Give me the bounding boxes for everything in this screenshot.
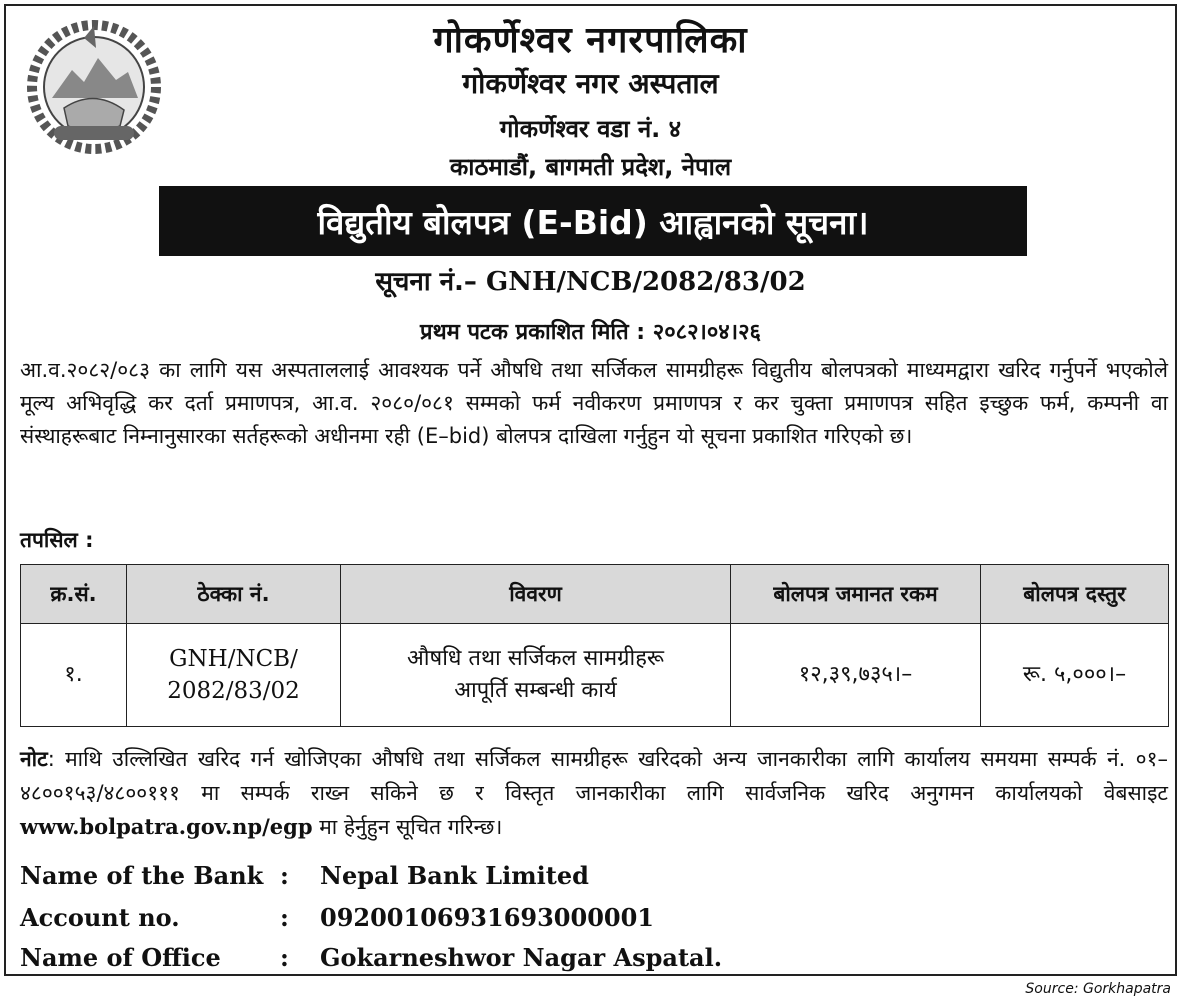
cell-description [341, 624, 731, 727]
bank-name-value: Nepal Bank Limited [320, 861, 589, 890]
colon: : [280, 861, 289, 890]
source-credit: Source: Gorkhapatra [1025, 981, 1171, 997]
account-number-value: 09200106931693000001 [320, 903, 654, 932]
notice-paragraph: आ.व.२०८२/०८३ का लागि यस अस्पताललाई आवश्यक पर्ने औषधि तथा सर्जिकल सामग्रीहरू विद्युतीय बोलपत्रको माध्यमद्वारा खरिद गर्नुपर्ने भएकोले मूल्य अभिवृद्धि कर दर्ता प्रमाणपत्र, आ.व. २०८०/०८१ सम्मको फर्म नवीकरण प्रमाणपत्र र कर चुक्ता प्रमाणपत्र सहित इच्छुक फर्म, कम्पनी वा संस्थाहरूबाट निम्नानुसारका सर्तहरूको अधीनमा रही (E–bid) बोलपत्र दाखिला गर्नुहुन यो सूचना प्रकाशित गरिएको छ। [20, 358, 1168, 448]
header-contract-no: ठेक्का नं. [127, 565, 341, 624]
cell-contract-no [127, 624, 341, 727]
location: काठमाडौं, बागमती प्रदेश, नेपाल [449, 153, 732, 181]
bank-name-label: Name of the Bank [20, 861, 264, 890]
cell-bid-fee: रू. ५,०००।– [981, 624, 1169, 727]
note-label: नोट [20, 747, 48, 771]
account-number-label: Account no. [20, 903, 180, 932]
account-number-row [20, 903, 1160, 932]
description-line1: औषधि तथा सर्जिकल सामग्रीहरू [406, 646, 665, 671]
notice-title: विद्युतीय बोलपत्र (E-Bid) आह्वानको सूचना। [159, 186, 1027, 256]
notice-frame [4, 4, 1177, 976]
header-bid-security: बोलपत्र जमानत रकम [731, 565, 981, 624]
table-row [21, 624, 1169, 727]
header-description: विवरण [341, 565, 731, 624]
municipality-name: गोकर्णेश्वर नगरपालिका [433, 20, 748, 61]
contract-no-line2: 2082/83/02 [167, 678, 300, 704]
procurement-website-link[interactable]: www.bolpatra.gov.np/egp [20, 814, 313, 839]
note-text-end: मा हेर्नुहुन सूचित गरिन्छ। [319, 815, 503, 839]
notice-number-label: सूचना नं.– [375, 267, 477, 297]
ward-number: गोकर्णेश्वर वडा नं. ४ [499, 115, 682, 143]
note-paragraph [20, 742, 1168, 844]
notice-number: GNH/NCB/2082/83/02 [485, 267, 806, 297]
bid-table [20, 564, 1169, 727]
colon: : [280, 903, 289, 932]
notice-number-line [6, 262, 1175, 298]
office-name-value: Gokarneshwor Nagar Aspatal. [320, 943, 723, 972]
contract-no-line1: GNH/NCB/ [169, 646, 298, 672]
publication-date: प्रथम पटक प्रकाशित मिति : २०८२।०४।२६ [420, 320, 761, 345]
header-bid-fee: बोलपत्र दस्तुर [981, 565, 1169, 624]
colon: : [280, 943, 289, 972]
header-serial: क्र.सं. [21, 565, 127, 624]
table-header-row [21, 565, 1169, 624]
office-name-label: Name of Office [20, 943, 221, 972]
note-text: : माथि उल्लिखित खरिद गर्न खोजिएका औषधि तथा सर्जिकल सामग्रीहरू खरिदको अन्य जानकारीका लागि कार्यालय समयमा सम्पर्क नं. ०१–४८००१५३/४८००१११ मा सम्पर्क राख्न सकिने छ र विस्तृत जानकारीका लागि सार्वजनिक खरिद अनुगमन कार्यालयको वेबसाइट [20, 747, 1168, 805]
description-line2: आपूर्ति सम्बन्धी कार्य [454, 678, 617, 703]
bank-name-row [20, 861, 1160, 890]
office-name-row [20, 943, 1160, 972]
cell-serial: १. [21, 624, 127, 727]
details-label: तपसिल : [20, 528, 94, 552]
cell-bid-security: १२,३९,७३५।– [731, 624, 981, 727]
hospital-name: गोकर्णेश्वर नगर अस्पताल [462, 67, 719, 100]
